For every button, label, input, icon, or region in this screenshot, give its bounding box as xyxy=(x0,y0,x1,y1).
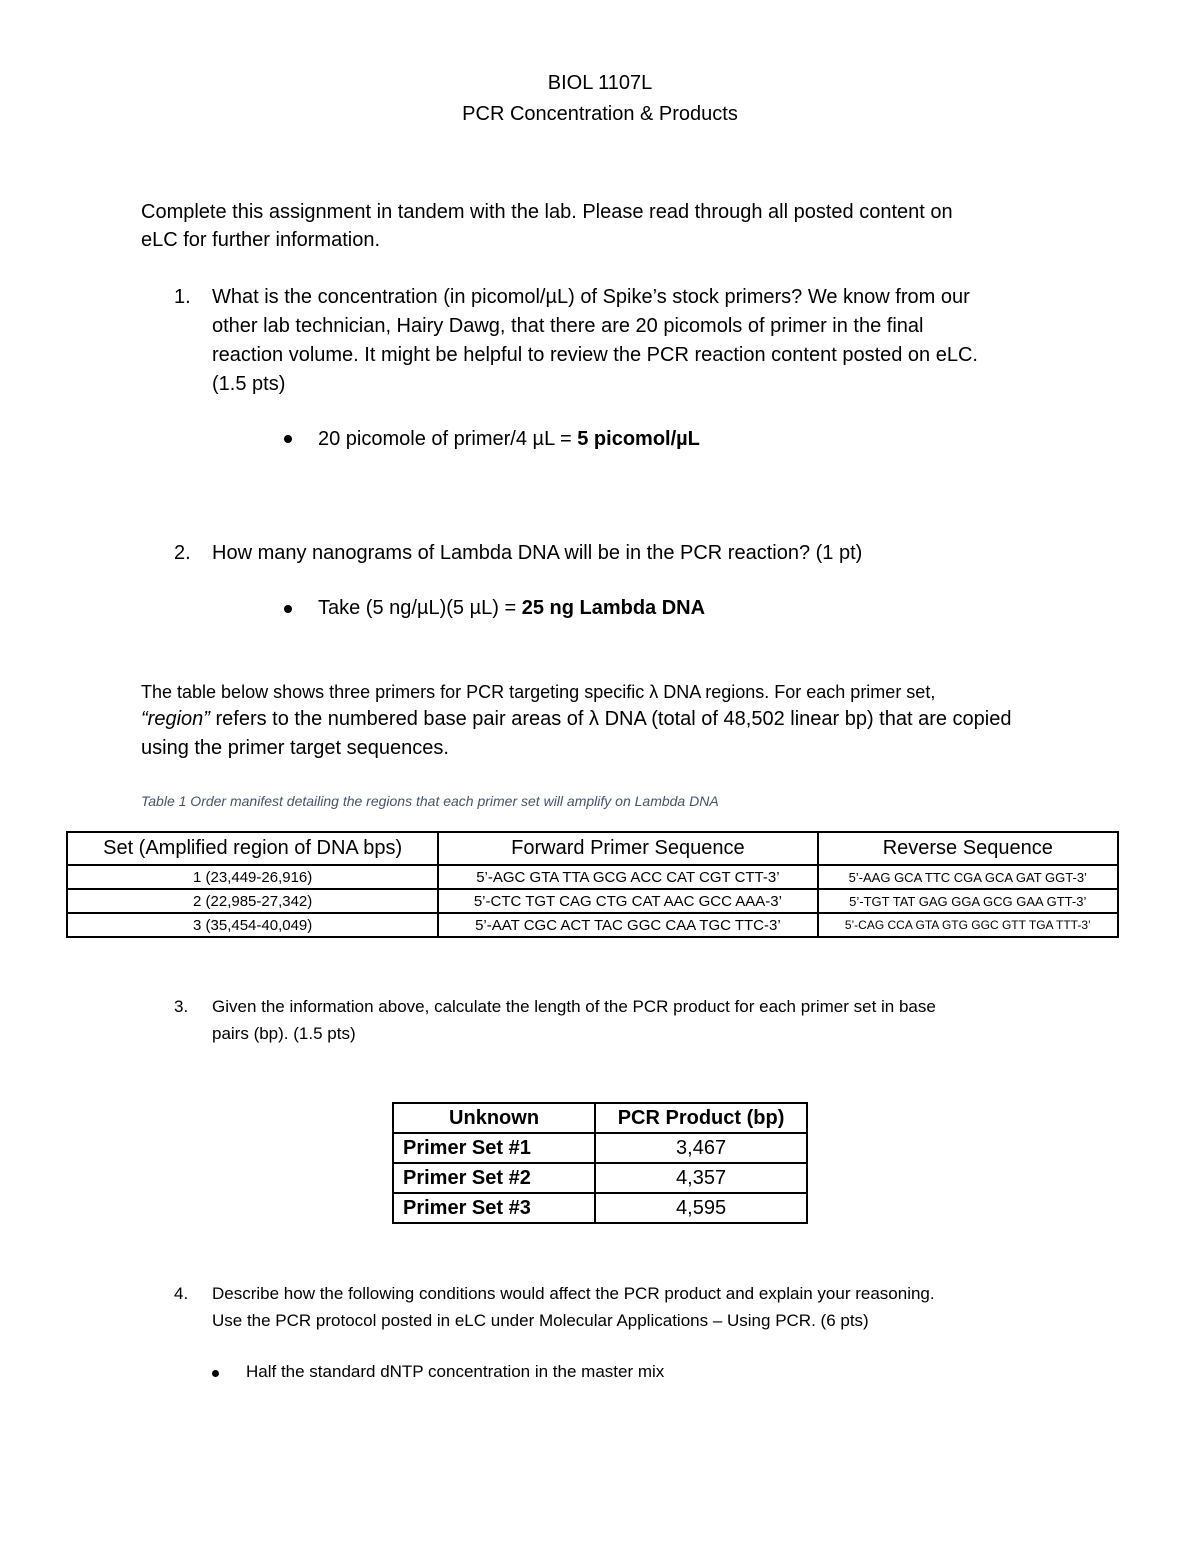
q4-line-2: Use the PCR protocol posted in eLC under Molecular Applications – Using PCR. (6 pts) xyxy=(212,1311,869,1330)
table-row xyxy=(393,1193,807,1223)
table-header: Reverse Sequence xyxy=(818,832,1118,865)
q2-text: How many nanograms of Lambda DNA will be in the PCR reaction? (1 pt) xyxy=(212,542,863,564)
bullet-icon xyxy=(284,605,292,613)
table-cell: 4,595 xyxy=(595,1193,807,1223)
table-cell: Primer Set #1 xyxy=(393,1133,595,1163)
intro-line-1: Complete this assignment in tandem with the lab. Please read through all posted content on xyxy=(141,201,953,223)
q1-line-3: reaction volume. It might be helpful to review the PCR reaction content posted on eLC. xyxy=(212,344,978,366)
table-row xyxy=(393,1133,807,1163)
q2-answer xyxy=(318,597,705,620)
table1-caption: Table 1 Order manifest detailing the regions that each primer set will amplify on Lambda DNA xyxy=(141,793,719,809)
course-code: BIOL 1107L xyxy=(547,72,653,94)
table-cell: 3,467 xyxy=(595,1133,807,1163)
table-header: Set (Amplified region of DNA bps) xyxy=(67,832,438,865)
table-intro-line-2 xyxy=(141,708,1012,731)
table-row xyxy=(67,889,1118,913)
q1-line-1: What is the concentration (in picomol/µL) of Spike’s stock primers? We know from our xyxy=(212,286,970,308)
q3-number: 3. xyxy=(174,997,189,1016)
table-cell: 4,357 xyxy=(595,1163,807,1193)
table-row xyxy=(67,865,1118,889)
table-row xyxy=(67,913,1118,937)
table-cell: 5’-CAG CCA GTA GTG GGC GTT TGA TTT-3’ xyxy=(818,913,1118,937)
bullet-icon xyxy=(284,435,292,443)
page-title: PCR Concentration & Products xyxy=(462,103,738,125)
q3-line-2: pairs (bp). (1.5 pts) xyxy=(212,1024,356,1043)
table-cell: 5’-AGC GTA TTA GCG ACC CAT CGT CTT-3’ xyxy=(438,865,817,889)
pcr-product-table xyxy=(392,1102,808,1224)
table-cell: 1 (23,449-26,916) xyxy=(67,865,438,889)
table-header: PCR Product (bp) xyxy=(595,1103,807,1133)
q1-number: 1. xyxy=(174,286,191,308)
table-cell: 5’-AAT CGC ACT TAC GGC CAA TGC TTC-3’ xyxy=(438,913,817,937)
q4-number: 4. xyxy=(174,1284,189,1303)
q1-answer xyxy=(318,428,700,451)
q1-line-4: (1.5 pts) xyxy=(212,373,286,395)
table-header-row xyxy=(393,1103,807,1133)
bullet-icon xyxy=(212,1370,219,1377)
table-cell: Primer Set #3 xyxy=(393,1193,595,1223)
q3-line-1: Given the information above, calculate the length of the PCR product for each primer set in base xyxy=(212,997,936,1016)
table-cell: Primer Set #2 xyxy=(393,1163,595,1193)
table-header: Forward Primer Sequence xyxy=(438,832,817,865)
table-intro-line-3: using the primer target sequences. xyxy=(141,737,449,759)
table-cell: 5’-TGT TAT GAG GGA GCG GAA GTT-3’ xyxy=(818,889,1118,913)
region-term: “region” xyxy=(141,708,210,730)
table-cell: 5’-AAG GCA TTC CGA GCA GAT GGT-3’ xyxy=(818,865,1118,889)
table-cell: 3 (35,454-40,049) xyxy=(67,913,438,937)
table-cell: 2 (22,985-27,342) xyxy=(67,889,438,913)
q2-number: 2. xyxy=(174,542,191,564)
q4-bullet: Half the standard dNTP concentration in the master mix xyxy=(246,1362,665,1381)
table-cell: 5’-CTC TGT CAG CTG CAT AAC GCC AAA-3’ xyxy=(438,889,817,913)
q1-answer-text: 20 picomole of primer/4 µL = xyxy=(318,428,578,450)
table-intro-line-2-rest: refers to the numbered base pair areas of λ DNA (total of 48,502 linear bp) that are copied xyxy=(209,708,1012,730)
q2-answer-text: Take (5 ng/µL)(5 µL) = xyxy=(318,597,522,619)
table-header-row xyxy=(67,832,1118,865)
table-header: Unknown xyxy=(393,1103,595,1133)
q1-answer-bold: 5 picomol/µL xyxy=(577,428,700,450)
intro-line-2: eLC for further information. xyxy=(141,229,380,251)
table-intro-line-1: The table below shows three primers for PCR targeting specific λ DNA regions. For each primer set, xyxy=(141,682,936,702)
q4-line-1: Describe how the following conditions would affect the PCR product and explain your reasoning. xyxy=(212,1284,935,1303)
table-row xyxy=(393,1163,807,1193)
q2-answer-bold: 25 ng Lambda DNA xyxy=(521,597,706,619)
q1-line-2: other lab technician, Hairy Dawg, that there are 20 picomols of primer in the final xyxy=(212,315,924,337)
primer-table xyxy=(66,831,1119,938)
